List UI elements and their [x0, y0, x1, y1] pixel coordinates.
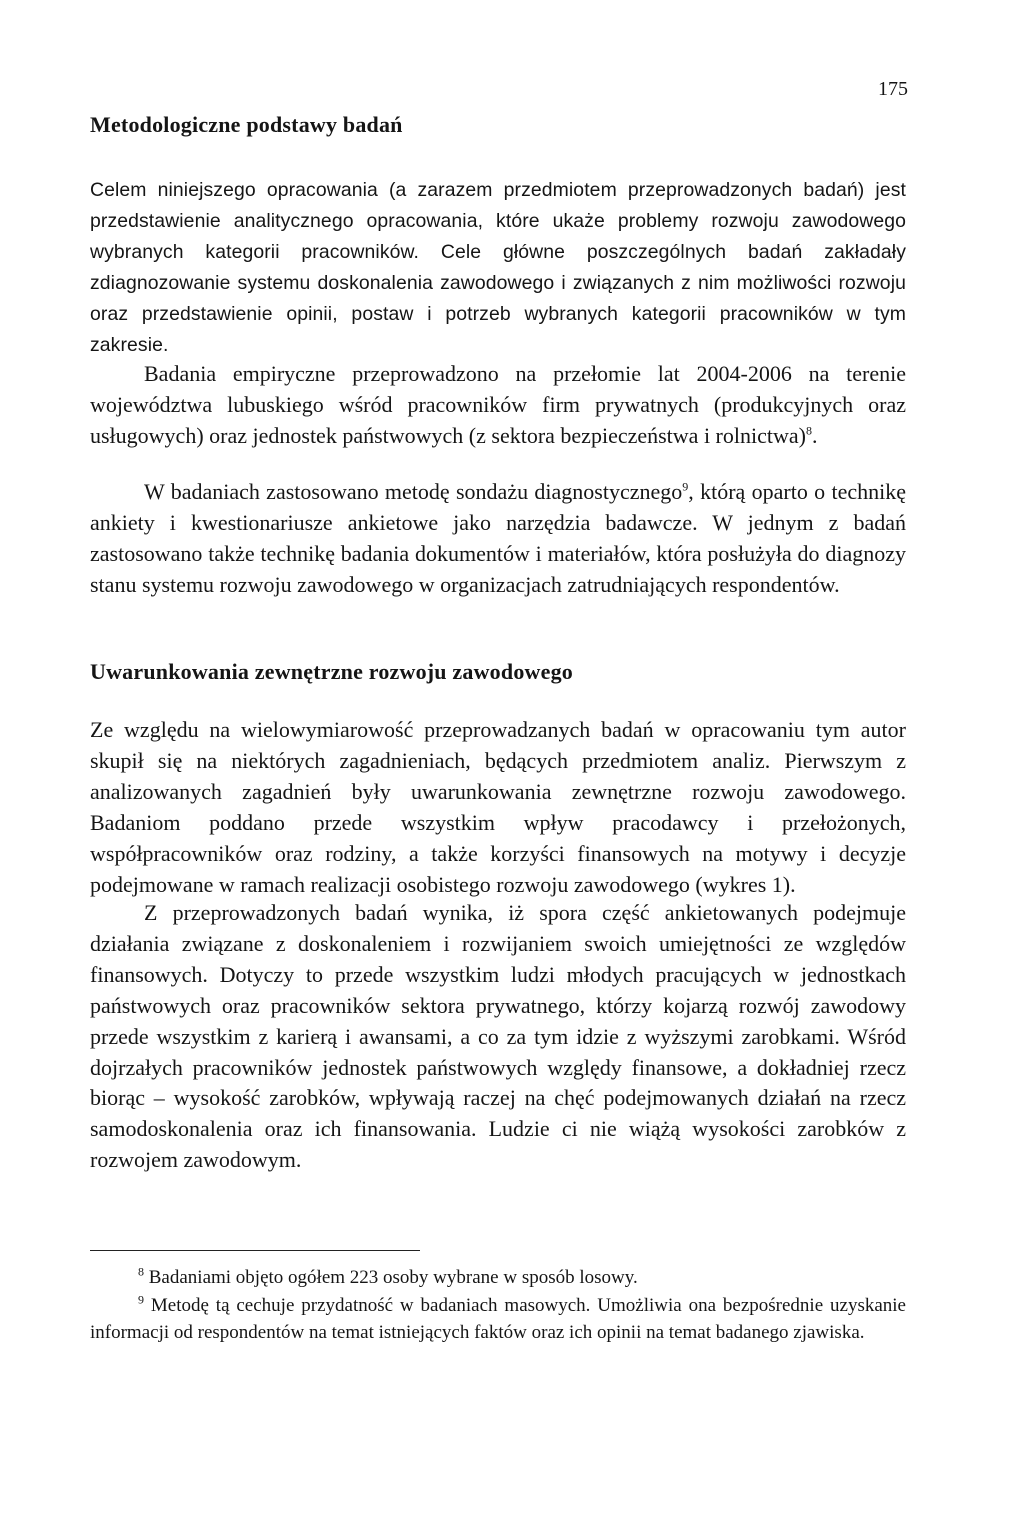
footnote-8 — [90, 1264, 906, 1291]
section-heading-methodology: Metodologiczne podstawy badań — [90, 112, 403, 137]
paragraph-text: W badaniach zastosowano metodę sondażu diagnostycznego — [144, 479, 683, 504]
paragraph-multidimensionality: Ze względu na wielowymiarowość przeprowadzanych badań w opracowaniu tym autor skupił się na niektórych zagadnieniach, będących przedmiotem analiz. Pierwszym z analizowanych zagadnień były uwarunkowania zewnętrzne rozwoju zawodowego. Badaniom poddano przede wszystkim wpływ pracodawcy i przełożonych, współpracowników oraz rodziny, a także korzyści finansowych na motywy i decyzje podejmowane w ramach realizacji osobistego rozwoju zawodowego (wykres 1). — [90, 717, 906, 897]
section-heading-external-conditions: Uwarunkowania zewnętrzne rozwoju zawodowego — [90, 659, 573, 684]
footnote-text: Badaniami objęto ogółem 223 osoby wybrane w sposób losowy. — [148, 1267, 638, 1288]
paragraph-text: Badania empiryczne przeprowadzono na przełomie lat 2004-2006 na terenie województwa lubuskiego wśród pracowników firm prywatnych (produkcyjnych oraz usługowych) oraz jednostek państwowych (z sektora bezpieczeństwa i rolnictwa) — [90, 361, 906, 448]
footnote-reference-9[interactable]: 9 — [682, 479, 689, 494]
footnote-reference-8[interactable]: 8 — [805, 423, 812, 438]
paragraph-financial-reasons: Z przeprowadzonych badań wynika, iż spora część ankietowanych podejmuje działania związane z doskonaleniem i rozwijaniem swoich umiejętności ze względów finansowych. Dotyczy to przede wszystkim ludzi młodych pracujących w jednostkach państwowych oraz pracowników sektora prywatnego, którzy kojarzą rozwój zawodowy przede wszystkim z karierą i awansami, a co za tym idzie z wyższymi zarobkami. Wśród dojrzałych pracowników jednostek państwowych względy finansowe, a dokładniej rzecz biorąc – wysokość zarobków, wpływają raczej na chęć podejmowanych działań na rzecz samodoskonalenia oraz ich finansowania. Ludzie ci nie wiążą wysokości zarobków z rozwojem zawodowym. — [90, 900, 906, 1173]
footnote-mark: 8 — [138, 1264, 144, 1279]
paragraph-research-aim: Celem niniejszego opracowania (a zarazem przedmiotem przeprowadzonych badań) jest przedstawienie analitycznego opracowania, które ukaże problemy rozwoju zawodowego wybranych kategorii pracowników. Cele główne poszczególnych badań zakładały zdiagnozowanie systemu doskonalenia zawodowego i związanych z nim możliwości rozwoju oraz przedstawienie opinii, postaw i potrzeb wybranych kategorii pracowników w tym zakresie. — [90, 179, 906, 356]
paragraph-method — [90, 477, 906, 601]
footnote-text: Metodę tą cechuje przydatność w badaniach masowych. Umożliwia ona bezpośrednie uzyskanie informacji od respondentów na temat istniejących faktów oraz ich opinii na temat badanego zjawiska. — [90, 1295, 906, 1343]
paragraph-empirical-research — [90, 359, 906, 452]
paragraph-text-continued: , którą oparto o technikę ankiety i kwestionariusze ankietowe jako narzędzia badawcze. W jednym z badań zastosowano także technikę badania dokumentów i materiałów, która posłużyła do diagnozy stanu systemu rozwoju zawodowego w organizacjach zatrudniających respondentów. — [90, 479, 906, 597]
footnote-9 — [90, 1292, 906, 1346]
footnote-mark: 9 — [138, 1292, 144, 1307]
footnote-separator — [90, 1250, 420, 1251]
page-number: 175 — [878, 78, 908, 100]
paragraph-end: . — [811, 422, 818, 448]
